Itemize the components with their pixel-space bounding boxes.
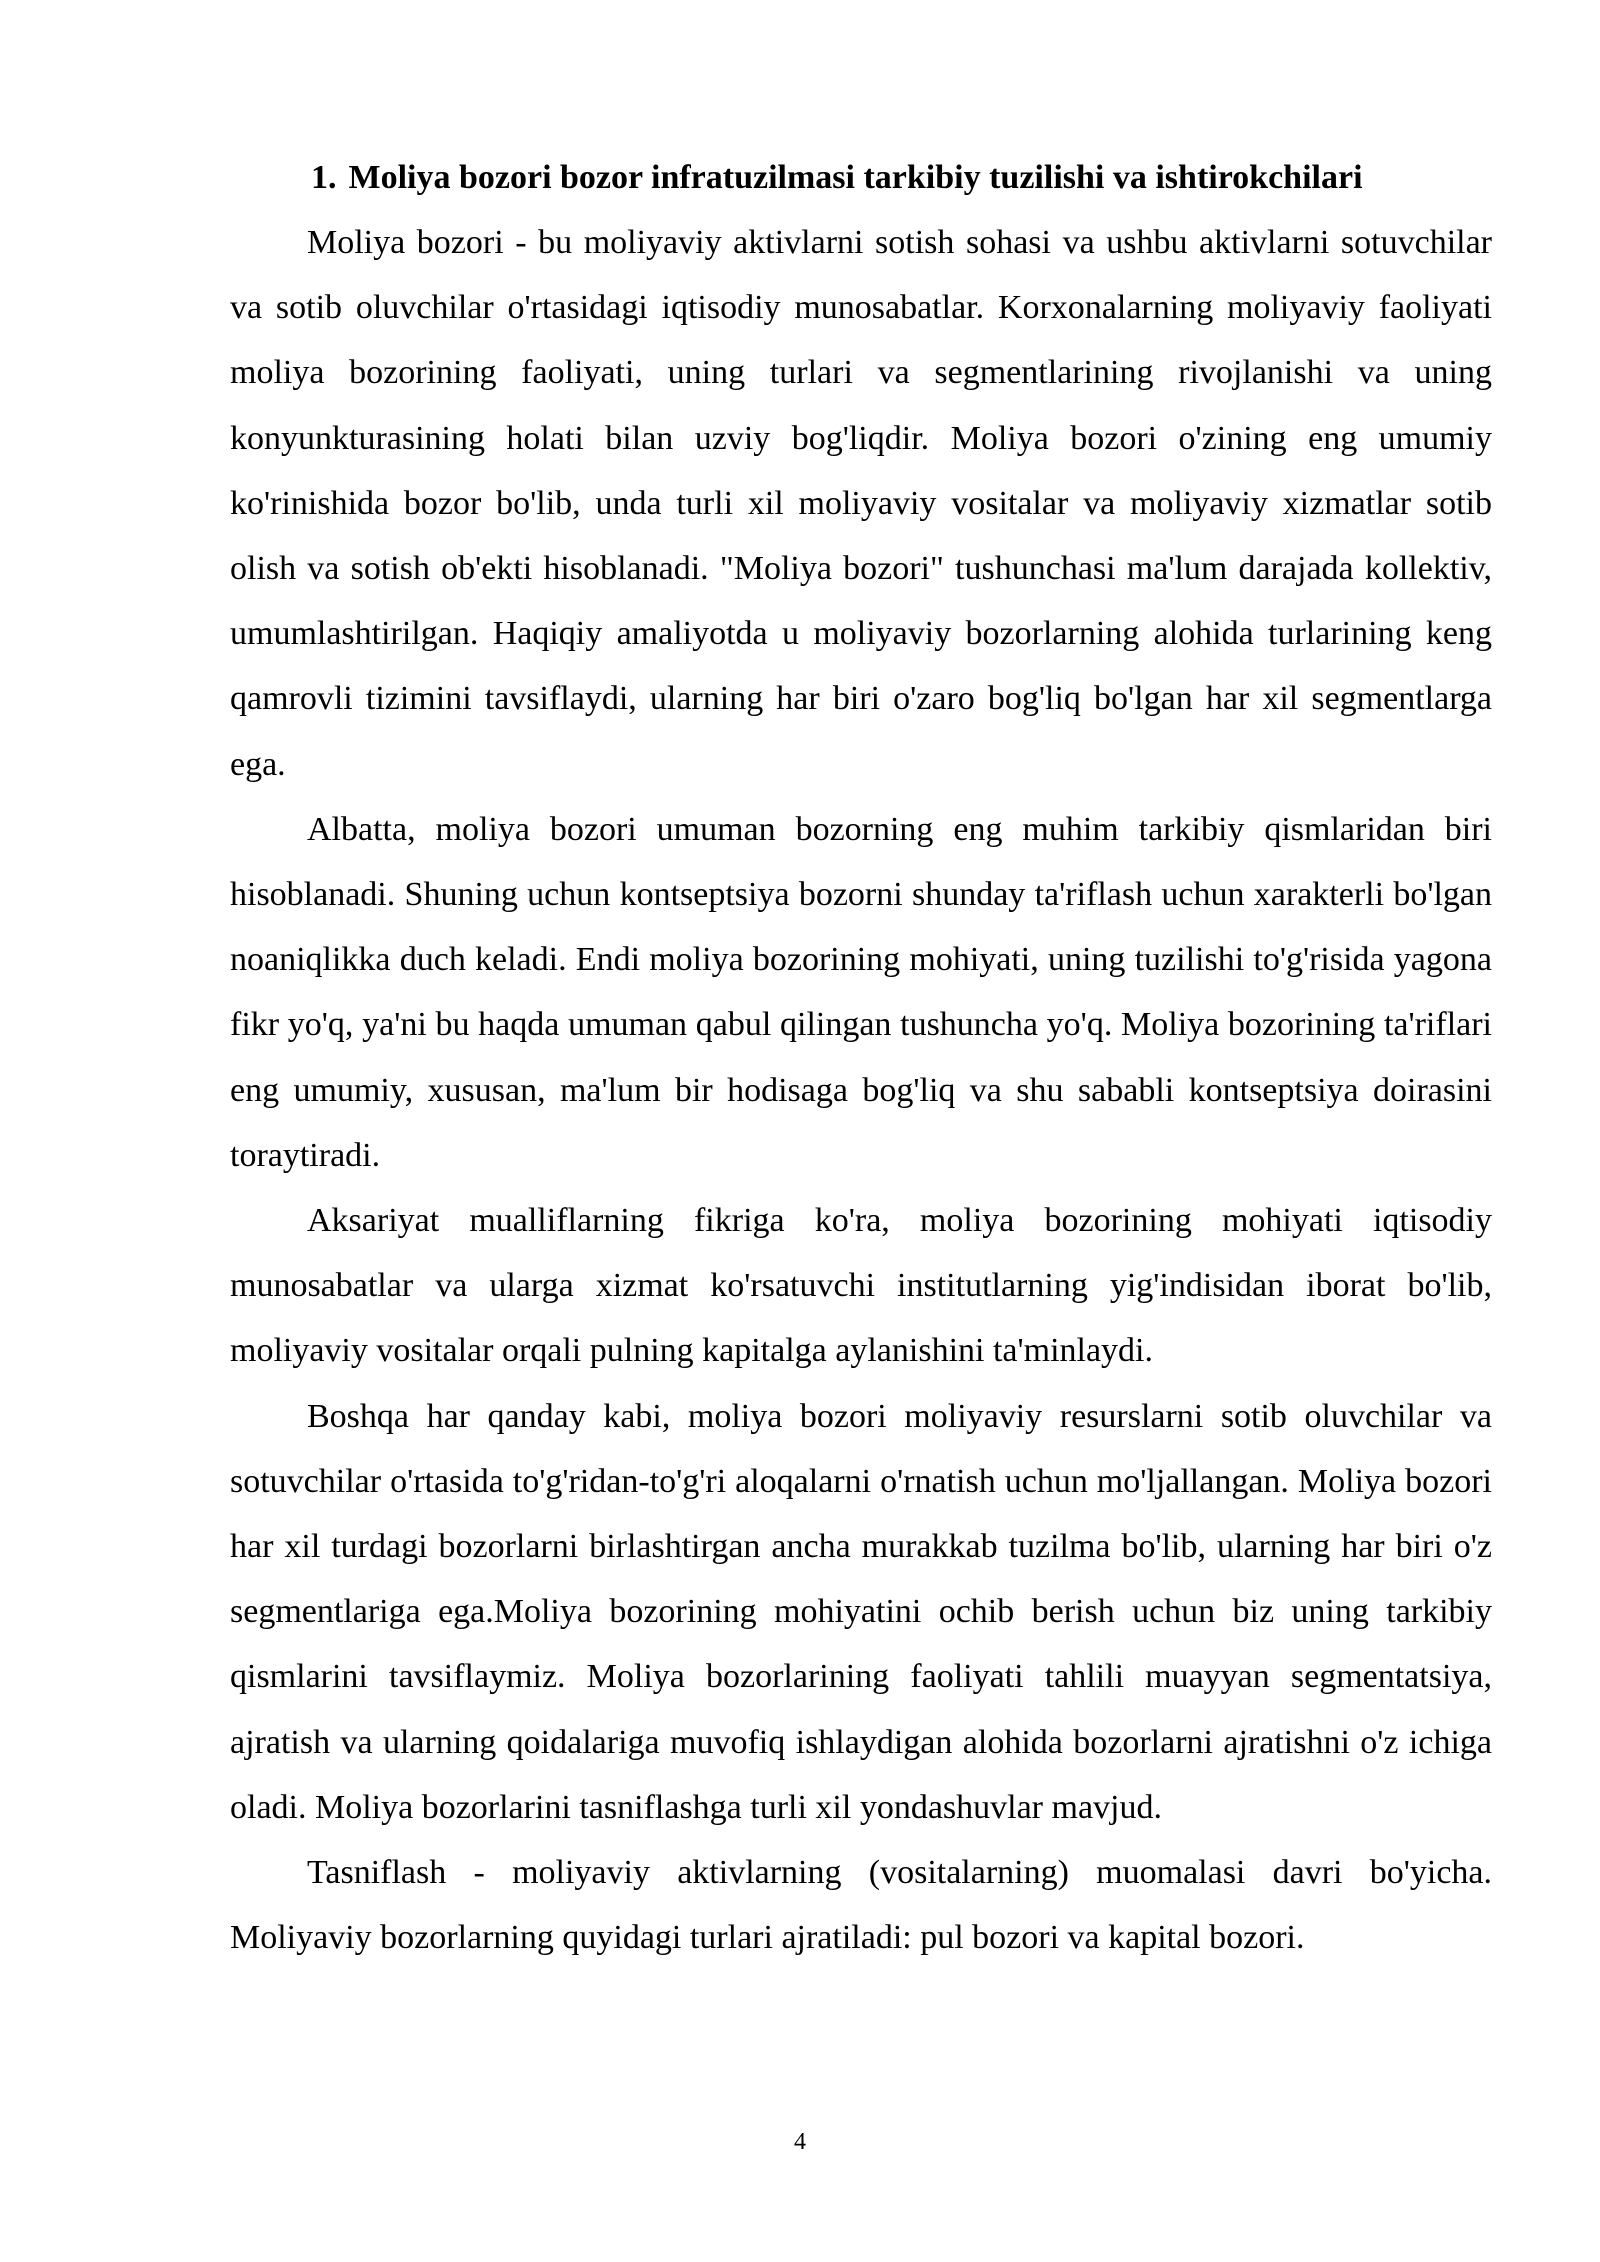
page-content: [230, 145, 1492, 1970]
section-number: 1.: [311, 159, 337, 196]
paragraph-5: Tasniflash - moliyaviy aktivlarning (vositalarning) muomalasi davri bo'yicha. Moliyaviy bozorlarning quyidagi turlari ajratiladi: pul bozori va kapital bozori.: [230, 1854, 1492, 1957]
paragraph-4: Boshqa har qanday kabi, moliya bozori moliyaviy resurslarni sotib oluvchilar va sotuvchilar o'rtasida to'g'ridan-to'g'ri aloqalarni o'rnatish uchun mo'ljallangan. Moliya bozori har xil turdagi bozorlarni birlashtirgan ancha murakkab tuzilma bo'lib, ularning har biri o'z segmentlariga ega.Moliya bozorining mohiyatini ochib berish uchun biz uning tarkibiy qismlarini tavsiflaymiz. Moliya bozorlarining faoliyati tahlili muayyan segmentatsiya, ajratish va ularning qoidalariga muvofiq ishlaydigan alohida bozorlarni ajratishni o'z ichiga oladi. Moliya bozorlarini tasniflashga turli xil yondashuvlar mavjud.: [230, 1397, 1492, 1826]
section-title: Moliya bozori bozor infratuzilmasi tarkibiy tuzilishi va ishtirokchilari: [348, 159, 1363, 196]
section-heading: [230, 145, 1492, 210]
paragraph-1: Moliya bozori - bu moliyaviy aktivlarni sotish sohasi va ushbu aktivlarni sotuvchilar va sotib oluvchilar o'rtasidagi iqtisodiy munosabatlar. Korxonalarning moliyaviy faoliyati moliya bozorining faoliyati, uning turlari va segmentlarining rivojlanishi va uning konyunkturasining holati bilan uzviy bog'liqdir. Moliya bozori o'zining eng umumiy ko'rinishida bozor bo'lib, unda turli xil moliyaviy vositalar va moliyaviy xizmatlar sotib olish va sotish ob'ekti hisoblanadi. "Moliya bozori" tushunchasi ma'lum darajada kollektiv, umumlashtirilgan. Haqiqiy amaliyotda u moliyaviy bozorlarning alohida turlarining keng qamrovli tizimini tavsiflaydi, ularning har biri o'zaro bog'liq bo'lgan har xil segmentlarga ega.: [230, 224, 1492, 783]
paragraph-2: Albatta, moliya bozori umuman bozorning eng muhim tarkibiy qismlaridan biri hisoblanadi. Shuning uchun kontseptsiya bozorni shunday ta'riflash uchun xarakterli bo'lgan noaniqlikka duch keladi. Endi moliya bozorining mohiyati, uning tuzilishi to'g'risida yagona fikr yo'q, ya'ni bu haqda umuman qabul qilingan tushuncha yo'q. Moliya bozorining ta'riflari eng umumiy, xususan, ma'lum bir hodisaga bog'liq va shu sababli kontseptsiya doirasini toraytiradi.: [230, 810, 1492, 1174]
page-number: 4: [794, 2129, 806, 2155]
paragraph-3: Aksariyat mualliflarning fikriga ko'ra, moliya bozorining mohiyati iqtisodiy munosabatlar va ularga xizmat ko'rsatuvchi institutlarning yig'indisidan iborat bo'lib, moliyaviy vositalar orqali pulning kapitalga aylanishini ta'minlaydi.: [230, 1202, 1492, 1370]
